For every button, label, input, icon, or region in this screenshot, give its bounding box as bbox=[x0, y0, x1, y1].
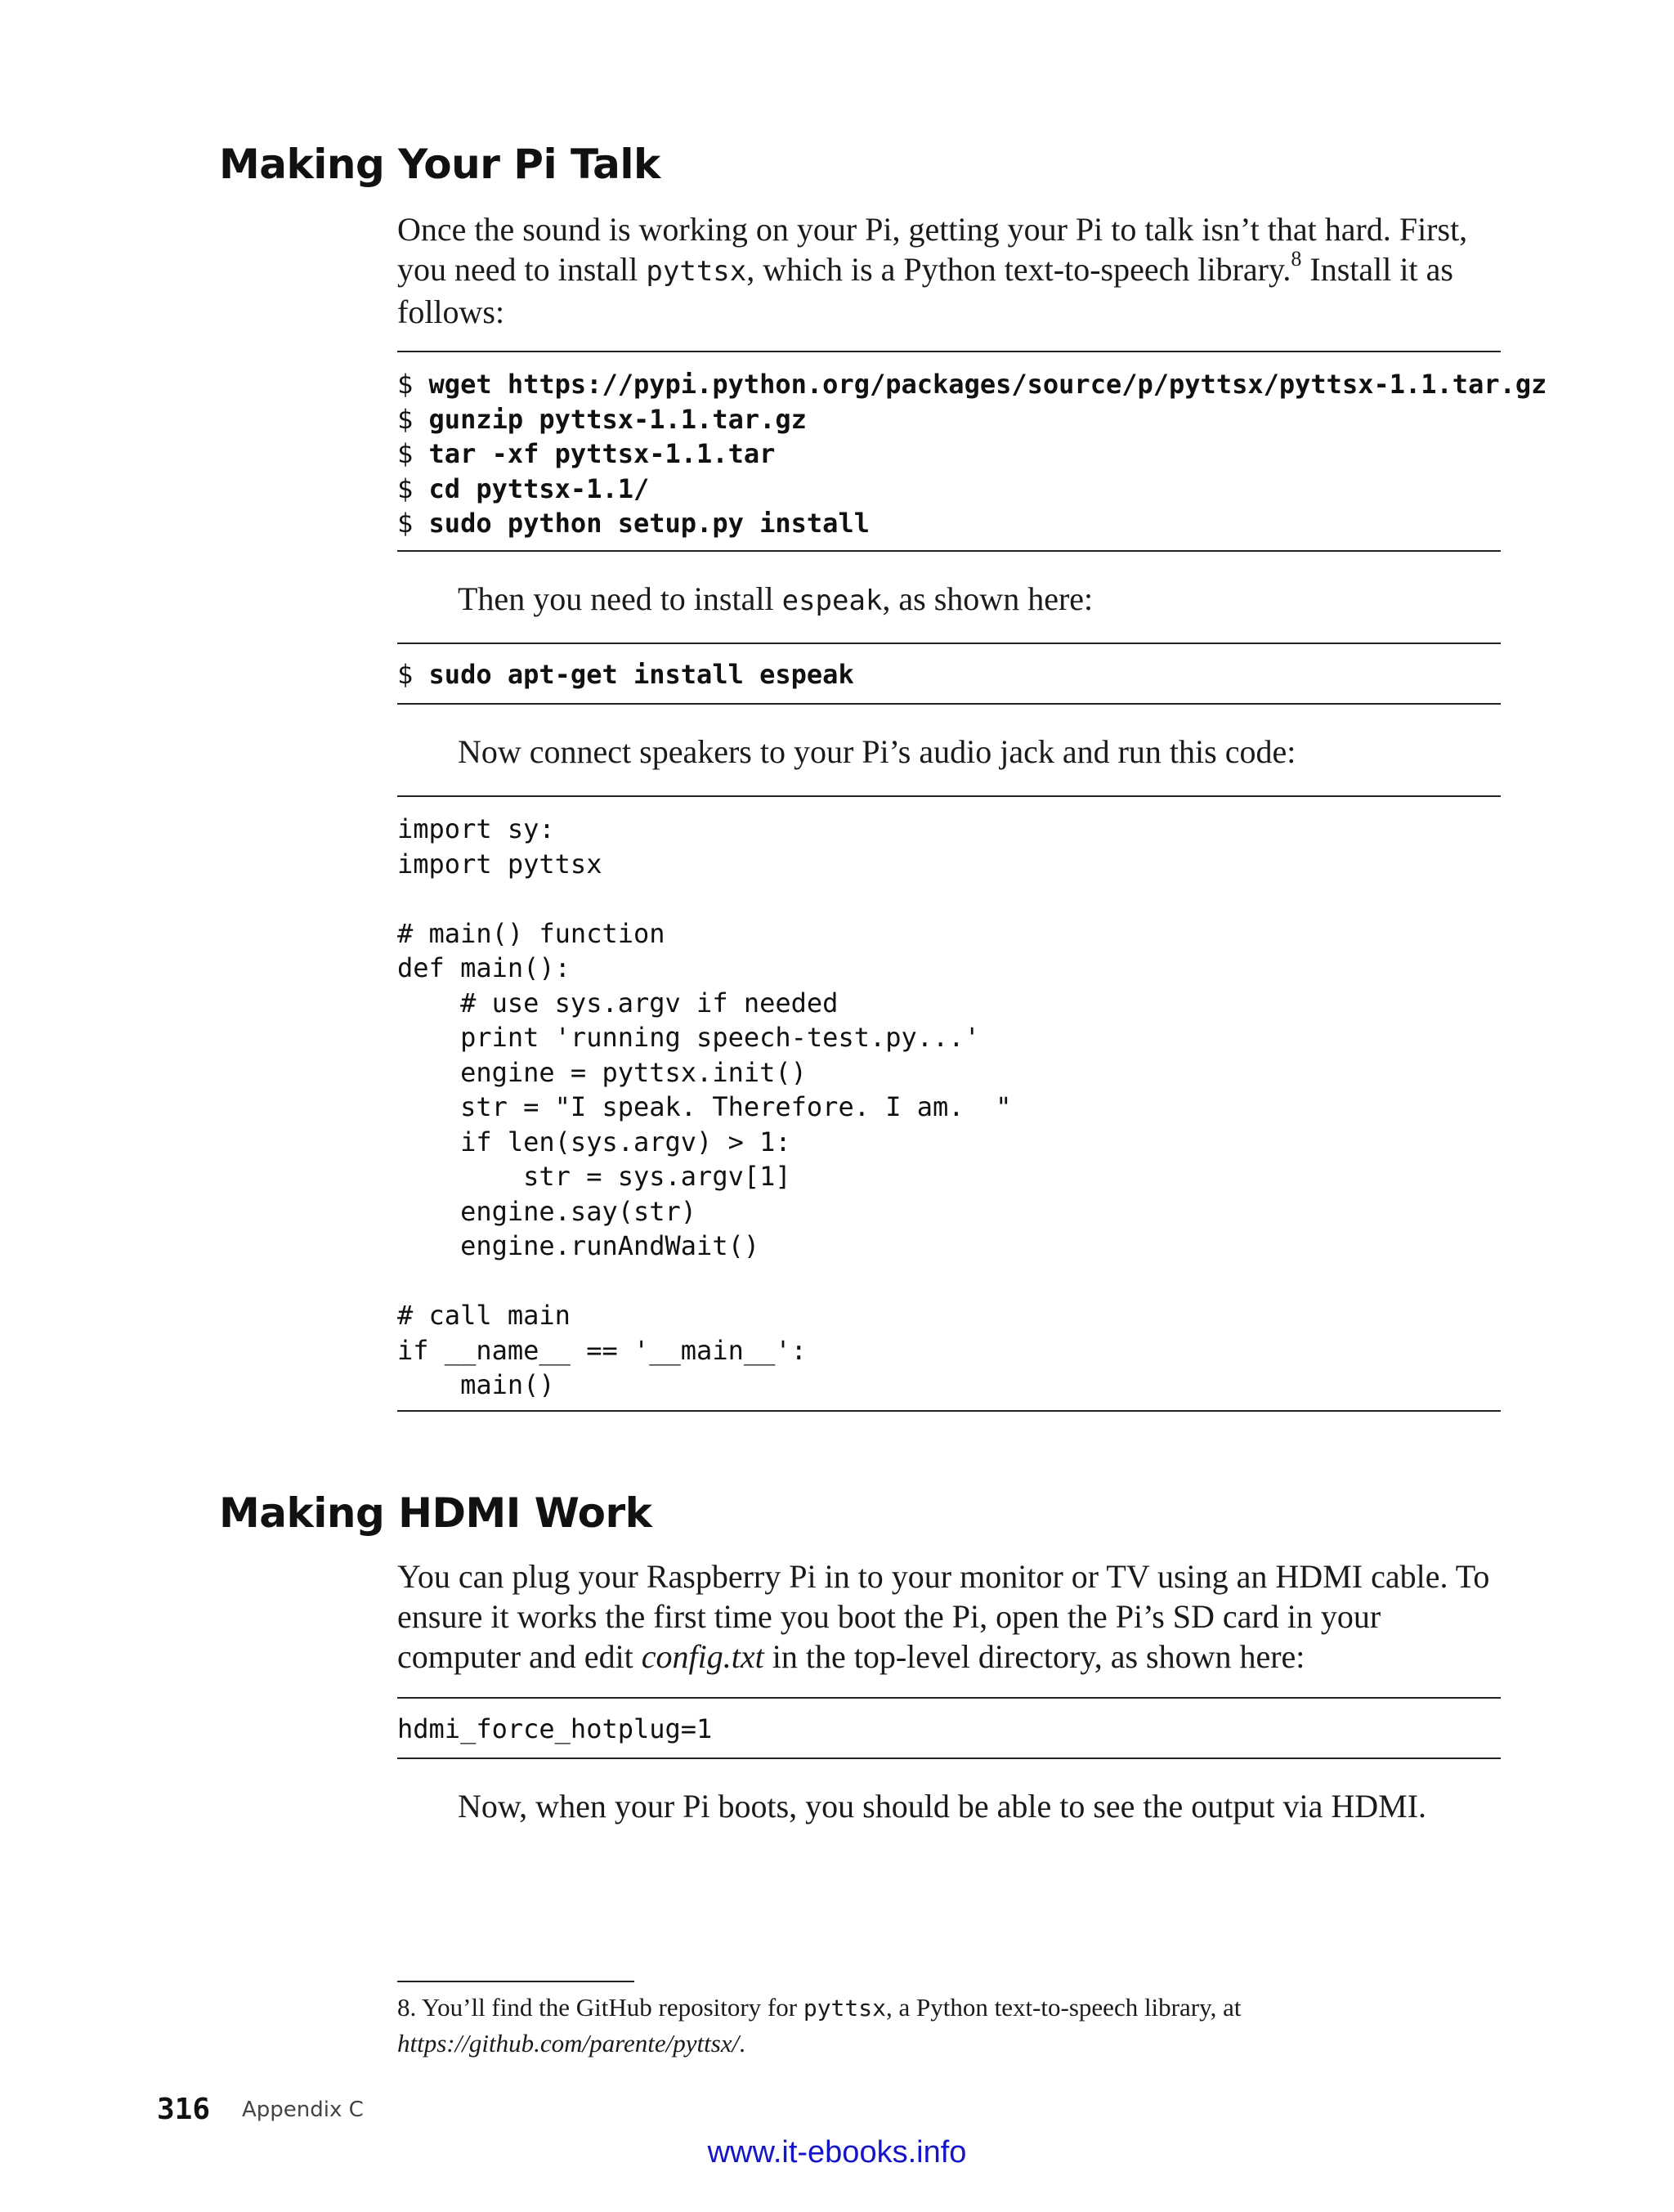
code-line: import pyttsx bbox=[397, 848, 602, 880]
code-line: engine.runAndWait() bbox=[397, 1230, 760, 1261]
footnote-inline-code: pyttsx bbox=[803, 1995, 886, 2022]
code-line bbox=[397, 881, 1501, 916]
code-line: if __name__ == '__main__': bbox=[397, 1334, 807, 1366]
footnote-url-link[interactable]: https://github.com/parente/pyttsx/ bbox=[397, 2029, 740, 2058]
install-command-line: $ gunzip pyttsx-1.1.tar.gz bbox=[397, 403, 807, 435]
code-line: # call main bbox=[397, 1300, 571, 1331]
espeak-paragraph: Then you need to install espeak, as shown here: bbox=[458, 580, 1094, 617]
inline-code-espeak: espeak bbox=[781, 584, 883, 617]
hdmi-output-paragraph: Now, when your Pi boots, you should be able to see the output via HDMI. bbox=[458, 1788, 1427, 1825]
speech-test-code-block bbox=[397, 795, 1501, 1412]
install-command-line: $ tar -xf pyttsx-1.1.tar bbox=[397, 438, 776, 469]
install-commands bbox=[397, 367, 1547, 541]
code-line: print 'running speech-test.py...' bbox=[397, 1022, 980, 1053]
footnote: 8. You’ll find the GitHub repository for pyttsx, a Python text-to-speech library, at https://github.com/parente/pyttsx/. bbox=[397, 1993, 1242, 2058]
code-line: engine = pyttsx.init() bbox=[397, 1056, 807, 1088]
code-line: if len(sys.argv) > 1: bbox=[397, 1126, 791, 1157]
inline-code-pyttsx: pyttsx bbox=[646, 255, 747, 288]
install-commands-block bbox=[397, 351, 1547, 552]
filename-config-txt: config.txt bbox=[641, 1638, 764, 1675]
config-line: hdmi_force_hotplug=1 bbox=[397, 1713, 713, 1744]
code-line: main() bbox=[397, 1369, 555, 1400]
espeak-command-block bbox=[397, 643, 1501, 705]
code-line: str = "I speak. Therefore. I am. " bbox=[397, 1091, 1012, 1122]
code-line: def main(): bbox=[397, 952, 571, 983]
code-line: engine.say(str) bbox=[397, 1195, 697, 1227]
intro-paragraph: Once the sound is working on your Pi, getting your Pi to talk isn’t that hard. First, you need to install pyttsx, which is a Python text-to-speech library.$^8$ Install it as follows: bbox=[397, 211, 1468, 330]
section-heading-pi-talk: Making Your Pi Talk bbox=[219, 141, 660, 188]
install-command-line: $ wget https://pypi.python.org/packages/source/p/pyttsx/pyttsx-1.1.tar.gz bbox=[397, 369, 1547, 400]
page-number: 316 bbox=[157, 2093, 211, 2126]
code-line bbox=[397, 1264, 1501, 1299]
espeak-command: $ sudo apt-get install espeak bbox=[397, 659, 854, 690]
speakers-paragraph: Now connect speakers to your Pi’s audio jack and run this code: bbox=[458, 733, 1296, 770]
install-command-line: $ cd pyttsx-1.1/ bbox=[397, 472, 650, 504]
running-footer: Appendix C bbox=[242, 2098, 364, 2122]
speech-test-code bbox=[397, 812, 1501, 1403]
hdmi-paragraph: You can plug your Raspberry Pi in to your monitor or TV using an HDMI cable. To ensure it works the first time you boot the Pi, open the Pi’s SD card in your computer and edit config.txt in the top-level directory, as shown here: bbox=[397, 1558, 1490, 1675]
footnote-divider bbox=[397, 1981, 634, 1982]
install-command-line: $ sudo python setup.py install bbox=[397, 508, 870, 539]
config-block bbox=[397, 1697, 1501, 1759]
footnote-reference: 8 bbox=[1291, 247, 1302, 271]
section-heading-hdmi: Making HDMI Work bbox=[219, 1489, 652, 1537]
code-line: # use sys.argv if needed bbox=[397, 987, 839, 1019]
code-line: import sy: bbox=[397, 813, 555, 844]
code-line: # main() function bbox=[397, 917, 665, 949]
watermark-link[interactable]: www.it-ebooks.info bbox=[707, 2135, 967, 2169]
code-line: str = sys.argv[1] bbox=[397, 1161, 791, 1192]
